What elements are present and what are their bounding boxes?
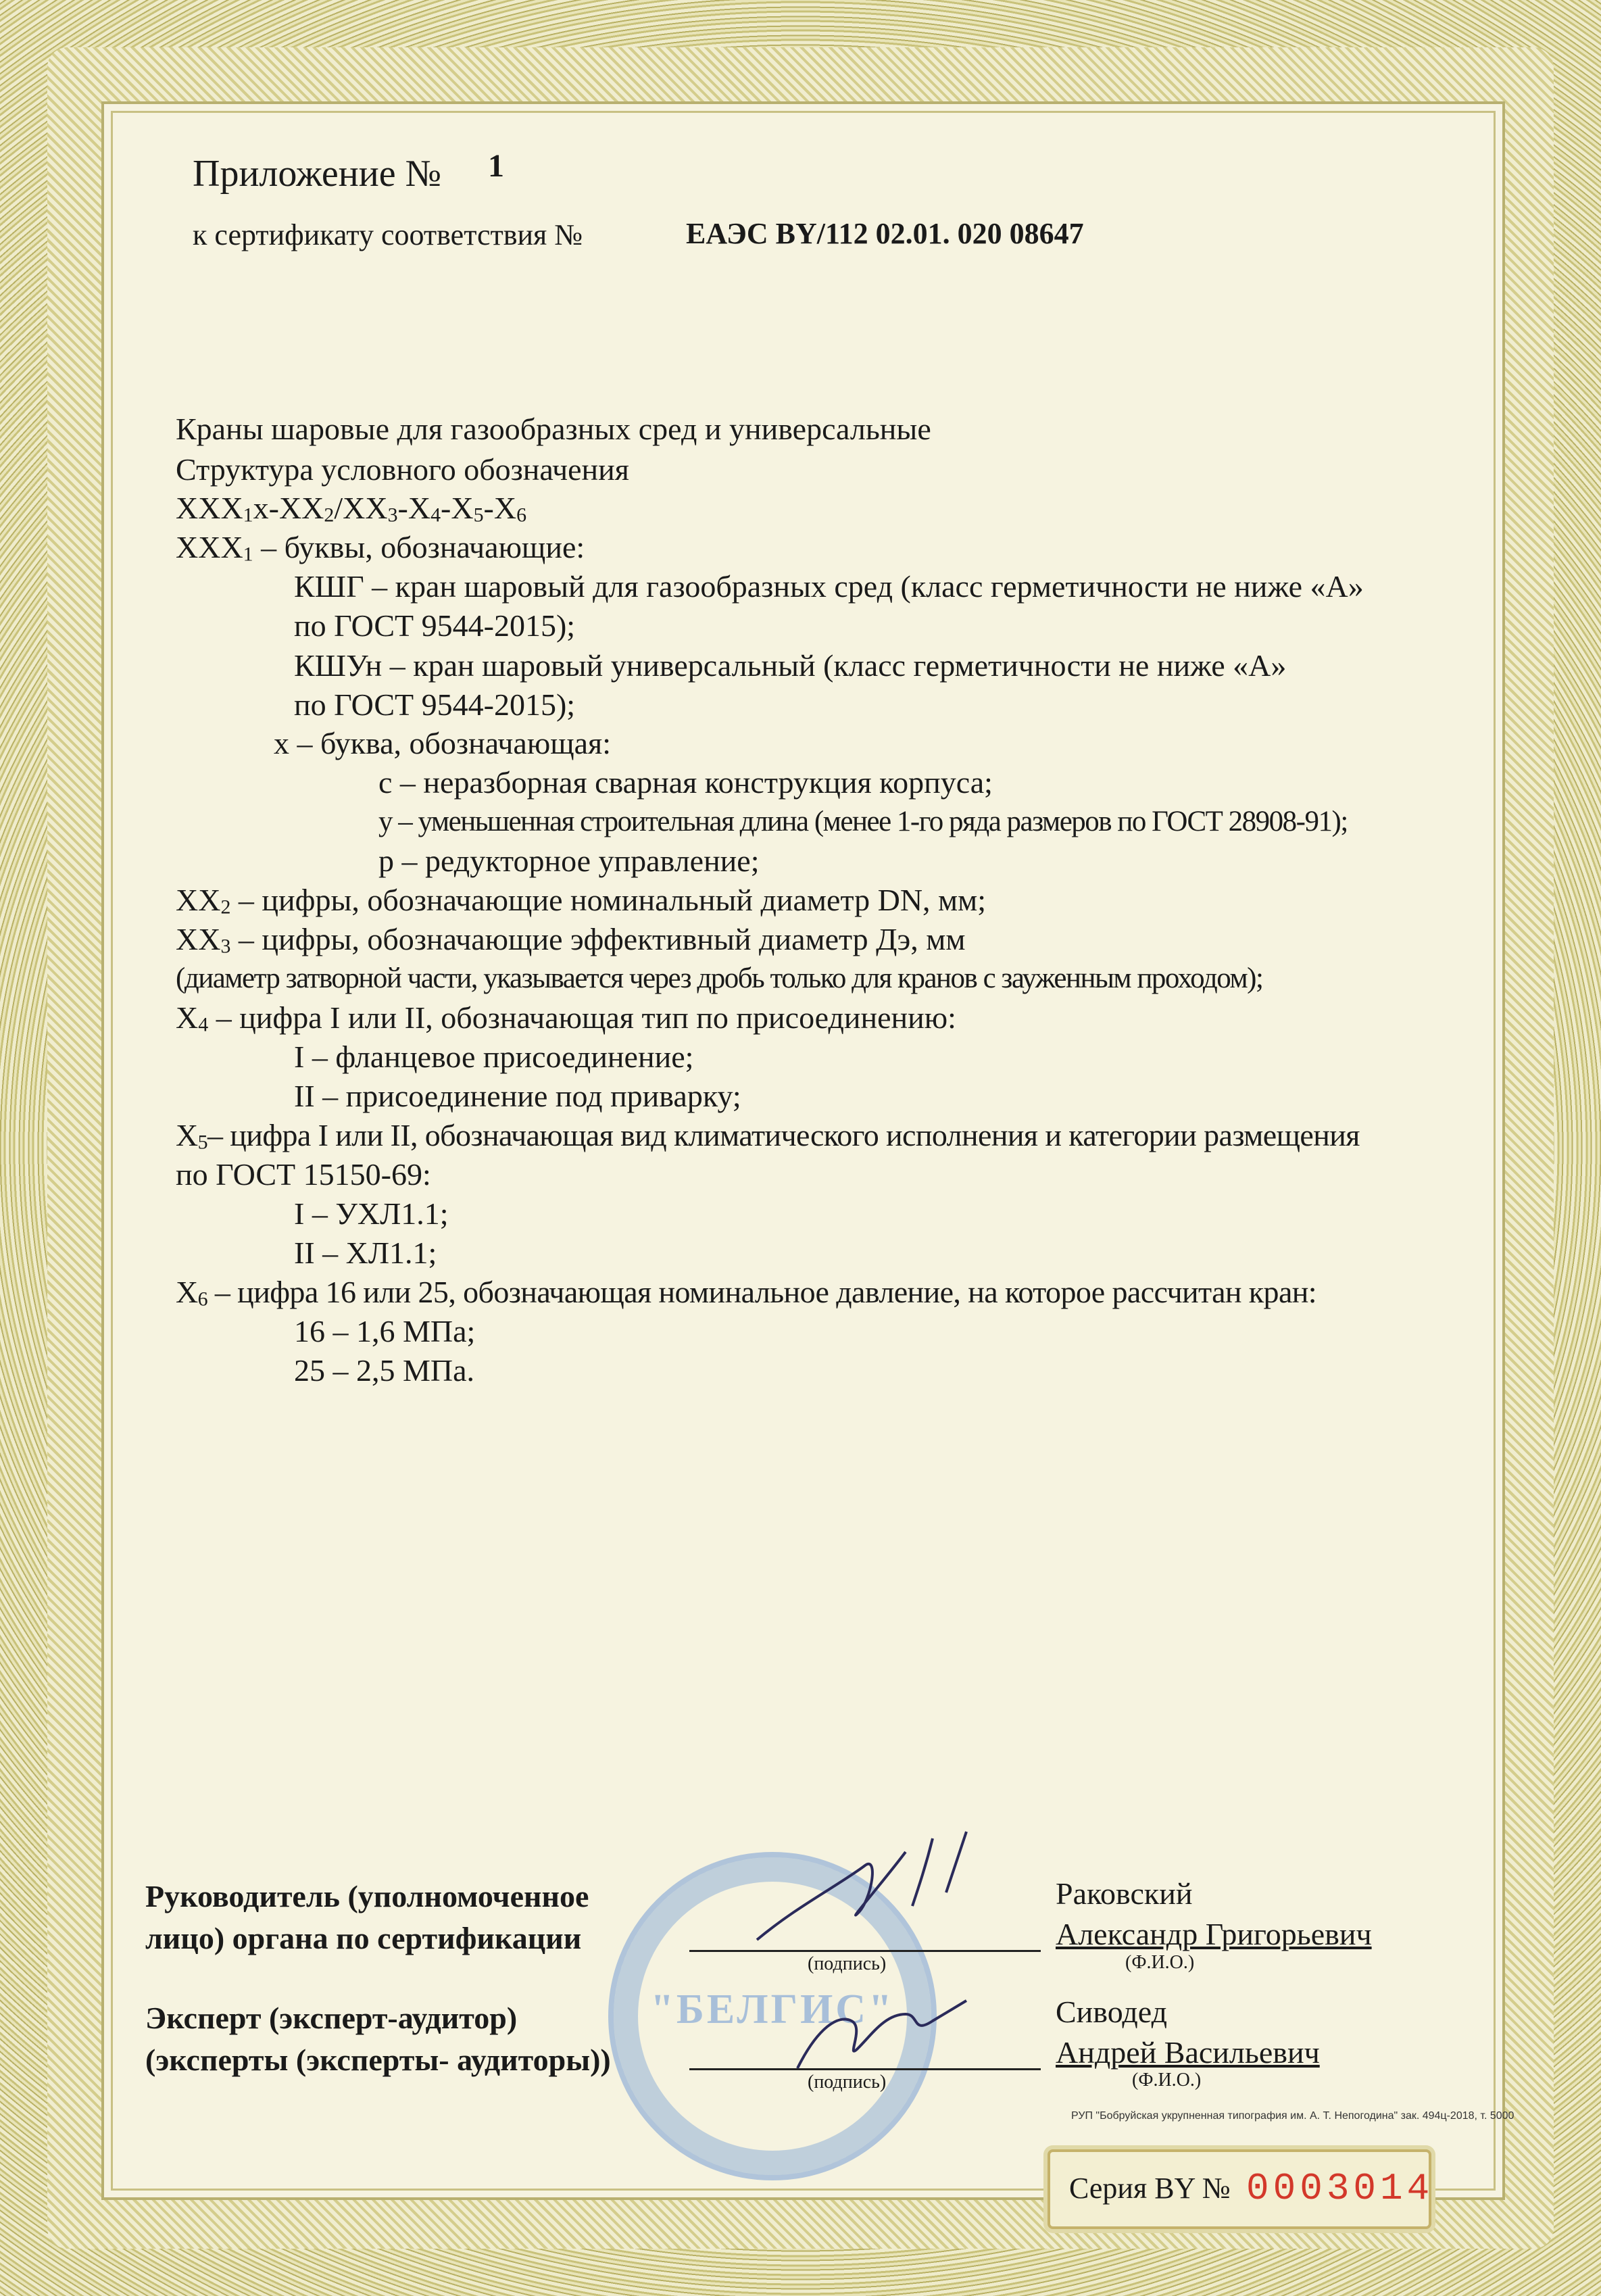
printer-imprint: РУП "Бобруйская укрупненная типография им. А. Т. Непогодина" зак. 494ц-2018, т. 5000 — [1071, 2110, 1514, 2122]
x6-item-25: 25 – 2,5 МПа. — [294, 1353, 475, 1388]
x4-item-i: I – фланцевое присоединение; — [294, 1040, 694, 1074]
expert-handwritten-signature — [777, 1974, 980, 2082]
appendix-label: Приложение № — [193, 153, 441, 195]
head-full-name: Александр Григорьевич — [1056, 1917, 1372, 1951]
series-box — [1048, 2149, 1434, 2229]
x4-item-ii: II – присоединение под приварку; — [294, 1079, 741, 1113]
x6-item-16: 16 – 1,6 МПа; — [294, 1314, 476, 1348]
x5-definition: $X_5-$ цифра I или II, обозначающая вид климатического исполнения и категории размещения — [176, 1118, 1360, 1154]
x5-definition-cont: по ГОСТ 15150-69: — [176, 1157, 431, 1192]
r-item: р – редукторное управление; — [378, 844, 760, 878]
x-letter-definition: х – буква, обозначающая: — [274, 726, 611, 760]
appendix-number: 1 — [488, 148, 504, 184]
x5-item-ii: II – ХЛ1.1; — [294, 1236, 437, 1270]
series-number: 0003014 — [1246, 2167, 1434, 2210]
structure-title: Структура условного обозначения — [176, 452, 629, 487]
c-item: с – неразборная сварная конструкция корпуса; — [378, 765, 993, 800]
ksg-item-cont: по ГОСТ 9544-2015); — [294, 608, 576, 643]
xx3-definition: $XX_3$ – цифры, обозначающие эффективный диаметр Дэ, мм — [176, 922, 966, 958]
y-item: у – уменьшенная строительная длина (менее 1-го ряда размеров по ГОСТ 28908-91); — [378, 806, 1348, 837]
head-surname: Раковский — [1056, 1876, 1193, 1911]
expert-surname: Сиводед — [1056, 1995, 1167, 2029]
x6-definition: $X_6$ – цифра 16 или 25, обозначающая номинальное давление, на которое рассчитан кран: — [176, 1275, 1316, 1311]
expert-title-line1: Эксперт (эксперт-аудитор) — [145, 2001, 518, 2035]
ksg-item: КШГ – кран шаровый для газообразных сред (класс герметичности не ниже «А» — [294, 569, 1364, 604]
head-title-line2: лицо) органа по сертификации — [145, 1921, 582, 1955]
xx3-note: (диаметр затворной части, указывается через дробь только для кранов с зауженным проходом); — [176, 962, 1263, 994]
structure-formula: $XXX_1х-XX_2/XX_3-X_4-X_5-X_6$ — [176, 491, 527, 527]
series-label: Серия BY № — [1069, 2172, 1231, 2205]
expert-fio-caption: (Ф.И.О.) — [1132, 2070, 1202, 2091]
head-handwritten-signature — [743, 1825, 987, 1960]
seal-stamp-text: "БЕЛГИС" — [650, 1986, 895, 2032]
x4-definition: $X_4$ – цифра I или II, обозначающая тип по присоединению: — [176, 1000, 956, 1036]
xx2-definition: $XX_2$ – цифры, обозначающие номинальный диаметр DN, мм; — [176, 883, 987, 919]
expert-full-name: Андрей Васильевич — [1056, 2035, 1320, 2070]
head-signature-caption: (подпись) — [808, 1953, 887, 1974]
head-fio-caption: (Ф.И.О.) — [1125, 1952, 1195, 1973]
kshun-item-cont: по ГОСТ 9544-2015); — [294, 687, 576, 722]
kshun-item: КШУн – кран шаровый универсальный (класс герметичности не ниже «А» — [294, 648, 1287, 683]
expert-title-line2: (эксперты (эксперты- аудиторы)) — [145, 2043, 611, 2077]
product-title: Краны шаровые для газообразных сред и универсальные — [176, 412, 931, 446]
xxx1-definition: $XXX_1$ – буквы, обозначающие: — [176, 530, 585, 566]
certificate-label: к сертификату соответствия № — [193, 218, 583, 251]
certificate-number: ЕАЭС BY/112 02.01. 020 08647 — [686, 217, 1084, 250]
expert-signature-caption: (подпись) — [808, 2072, 887, 2093]
head-title-line1: Руководитель (уполномоченное — [145, 1879, 589, 1913]
x5-item-i: I – УХЛ1.1; — [294, 1196, 449, 1231]
